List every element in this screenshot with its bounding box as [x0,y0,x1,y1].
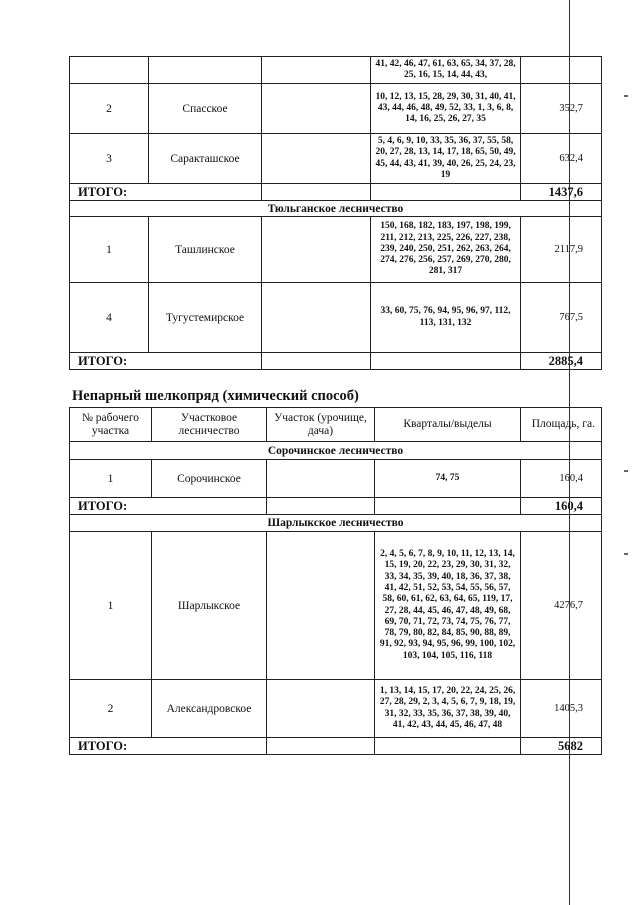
table-row [70,532,602,680]
cell-lesnichestvo [149,57,262,84]
header-num: № рабочего участка [70,408,152,442]
cell-num: 1 [70,217,149,283]
cell-kvartaly: 150, 168, 182, 183, 197, 198, 199, 211, 212, 213, 225, 226, 227, 238, 239, 240, 250, 251, 262, 263, 264, 274, 276, 256, 257, 269, 270, 280, 281, 317 [371,217,521,283]
table-row [70,283,602,353]
cell-lesnichestvo: Александровское [152,680,267,738]
section-row [70,442,602,460]
total-label: ИТОГО: [70,498,267,515]
cell-kvartaly: 74, 75 [375,460,521,498]
cell-uchastok [262,134,371,184]
cell-area: 767,5 [521,283,602,353]
cell-empty [262,184,371,201]
cell-kvartaly: 10, 12, 13, 15, 28, 29, 30, 31, 40, 41, 43, 44, 46, 48, 49, 52, 33, 1, 3, 6, 8, 14, 16, 25, 26, 27, 35 [371,84,521,134]
cell-uchastok [262,283,371,353]
cell-empty [267,738,375,755]
header-lesnichestvo: Участковое лесничество [152,408,267,442]
cell-num: 4 [70,283,149,353]
table-row [70,57,602,84]
total-label: ИТОГО: [70,353,262,370]
cell-kvartaly: 2, 4, 5, 6, 7, 8, 9, 10, 11, 12, 13, 14, 15, 19, 20, 22, 23, 29, 30, 31, 32, 33, 34, 35, 39, 40, 18, 36, 37, 38, 41, 42, 51, 52, 53, 54, 55, 56, 57, 58, 60, 61, 62, 63, 64, 65, 119, 17, 27, 28, 44, 45, 46, 47, 48, 49, 68, 69, 70, 71, 72, 73, 74, 75, 76, 77, 78, 79, 80, 82, 84, 85, 90, 88, 89, 91, 92, 93, 94, 95, 96, 99, 100, 102, 103, 104, 105, 116, 118 [375,532,521,680]
margin-mark [624,95,628,97]
cell-num: 1 [70,460,152,498]
cell-num: 2 [70,84,149,134]
table-forestry-top [69,56,602,370]
cell-num: 2 [70,680,152,738]
cell-lesnichestvo: Сорочинское [152,460,267,498]
cell-empty [371,184,521,201]
section-title: Тюльганское лесничество [70,201,602,217]
cell-uchastok [267,460,375,498]
margin-mark [624,470,628,472]
cell-kvartaly: 5, 4, 6, 9, 10, 33, 35, 36, 37, 55, 58, 20, 27, 28, 13, 14, 17, 18, 65, 50, 49, 45, 44, 43, 41, 39, 40, 26, 25, 24, 23, 19 [371,134,521,184]
cell-area: 632,4 [521,134,602,184]
table-row [70,460,602,498]
cell-area [521,57,602,84]
cell-kvartaly: 33, 60, 75, 76, 94, 95, 96, 97, 112, 113, 131, 132 [371,283,521,353]
total-label: ИТОГО: [70,184,262,201]
table-row [70,134,602,184]
cell-area: 1405,3 [521,680,602,738]
total-label: ИТОГО: [70,738,267,755]
cell-lesnichestvo: Спасское [149,84,262,134]
table-row [70,217,602,283]
table-forestry-bottom [69,407,602,755]
total-row [70,738,602,755]
cell-kvartaly: 1, 13, 14, 15, 17, 20, 22, 24, 25, 26, 27, 28, 29, 2, 3, 4, 5, 6, 7, 9, 18, 19, 31, 32, 33, 35, 36, 37, 38, 39, 40, 41, 42, 43, 44, 45, 46, 47, 48 [375,680,521,738]
cell-lesnichestvo: Шарлыкское [152,532,267,680]
total-area: 2885,4 [521,353,602,370]
cell-lesnichestvo: Тугустемирское [149,283,262,353]
section-title: Сорочинское лесничество [70,442,602,460]
cell-uchastok [267,680,375,738]
section-row [70,515,602,532]
total-area: 1437,6 [521,184,602,201]
cell-area: 160,4 [521,460,602,498]
cell-empty [262,353,371,370]
cell-area: 352,7 [521,84,602,134]
header-uchastok: Участок (урочище, дача) [267,408,375,442]
cell-empty [375,738,521,755]
cell-lesnichestvo: Ташлинское [149,217,262,283]
section-title: Шарлыкское лесничество [70,515,602,532]
total-area: 5682 [521,738,602,755]
cell-uchastok [262,217,371,283]
cell-uchastok [262,84,371,134]
table-row [70,84,602,134]
margin-mark [624,553,628,555]
cell-empty [371,353,521,370]
total-area: 160,4 [521,498,602,515]
cell-num: 3 [70,134,149,184]
cell-area: 4276,7 [521,532,602,680]
cell-num: 1 [70,532,152,680]
cell-area: 2117,9 [521,217,602,283]
table-row [70,680,602,738]
total-row [70,498,602,515]
cell-lesnichestvo: Саракташское [149,134,262,184]
header-kvartaly: Кварталы/выделы [375,408,521,442]
cell-empty [267,498,375,515]
section-row [70,201,602,217]
cell-num [70,57,149,84]
cell-kvartaly: 41, 42, 46, 47, 61, 63, 65, 34, 37, 28, 25, 16, 15, 14, 44, 43, [371,57,521,84]
header-area: Площадь, га. [521,408,602,442]
total-row [70,184,602,201]
section-heading: Непарный шелкопряд (химический способ) [72,388,359,404]
cell-empty [375,498,521,515]
header-row [70,408,602,442]
cell-uchastok [267,532,375,680]
cell-uchastok [262,57,371,84]
total-row [70,353,602,370]
